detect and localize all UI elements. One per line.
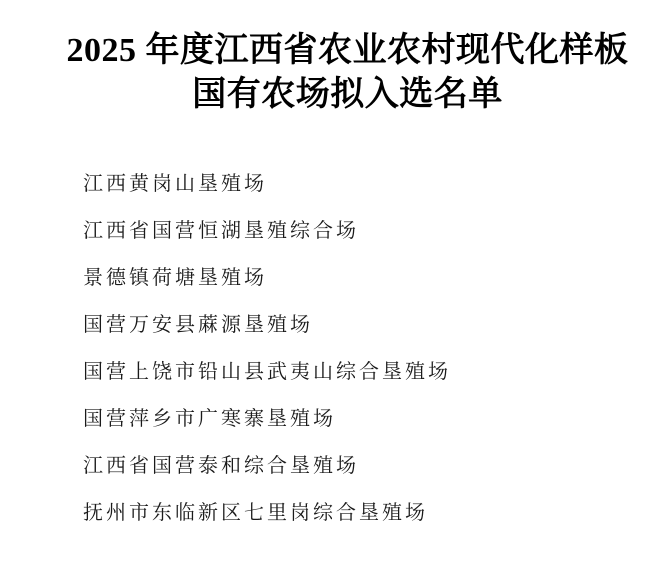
list-item: 景德镇荷塘垦殖场 [83, 267, 267, 289]
farm-list [83, 161, 451, 537]
list-item: 江西省国营泰和综合垦殖场 [83, 455, 359, 477]
list-item: 江西黄岗山垦殖场 [83, 173, 267, 195]
title-line-2: 国有农场拟入选名单 [192, 76, 503, 113]
list-item: 国营万安县蔴源垦殖场 [83, 314, 313, 336]
list-item: 国营上饶市铅山县武夷山综合垦殖场 [83, 361, 451, 383]
document-title [36, 29, 659, 117]
title-line-1: 2025 年度江西省农业农村现代化样板 [66, 32, 629, 69]
list-item: 国营萍乡市广寒寨垦殖场 [83, 408, 336, 430]
list-item: 抚州市东临新区七里岗综合垦殖场 [83, 502, 428, 524]
list-item: 江西省国营恒湖垦殖综合场 [83, 220, 359, 242]
